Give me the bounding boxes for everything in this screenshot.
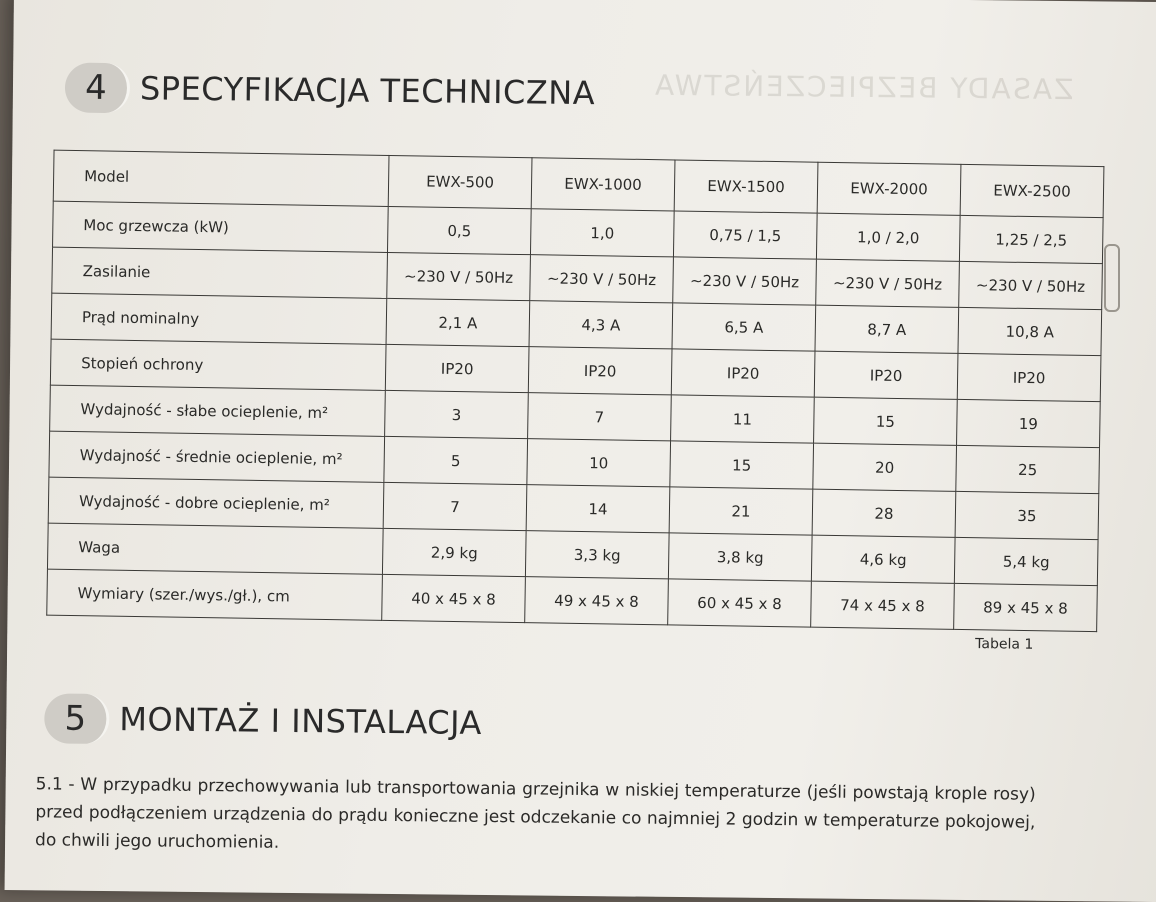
table-cell: ~230 V / 50Hz [816,259,960,307]
table-cell: 3,3 kg [525,531,669,579]
section-4-heading [65,63,596,119]
table-cell: 11 [671,395,815,443]
table-cell: 21 [669,487,813,535]
table-cell: 19 [957,399,1101,447]
row-label: Wydajność - średnie ocieplenie, m² [49,431,385,482]
table-cell: IP20 [814,351,958,399]
row-label: Wydajność - dobre ocieplenie, m² [48,477,384,528]
table-cell: 3,8 kg [668,533,812,581]
table-cell: 20 [813,443,957,491]
table-cell: 6,5 A [672,303,816,351]
table-cell: ~230 V / 50Hz [959,261,1103,309]
table-cell: 40 x 45 x 8 [382,574,526,622]
header-model-1: EWX-500 [388,155,532,208]
table-cell: 4,6 kg [811,535,955,583]
table-cell: 60 x 45 x 8 [668,579,812,627]
table-caption: Tabela 1 [975,636,1034,653]
table-cell: IP20 [957,353,1101,401]
table-cell: 10 [527,439,671,487]
section-5-title: MONTAŻ I INSTALACJA [119,700,483,742]
paragraph-5-1: 5.1 - W przypadku przechowywania lub transportowania grzejnika w niskiej temperaturze (jeśli powstają krople rosy) przed podłączeniem urządzenia do prądu konieczne jest odczekanie co najmniej 2 godzin w temperaturze pokojowej, do chwili jego uruchomienia. [34,774,1036,853]
table-cell: 1,25 / 2,5 [959,215,1103,263]
header-model-2: EWX-1000 [531,158,675,211]
table-cell: 14 [526,485,670,533]
table-cell: 0,5 [387,206,531,254]
manual-page [5,0,1156,902]
table-cell: 1,0 [530,209,674,257]
section-5-heading [44,693,482,748]
table-cell: 15 [814,397,958,445]
table-cell: IP20 [385,344,529,392]
bleed-through-text: ZASADY BEZPIECZEŃSTWA [652,68,1074,107]
table-cell: ~230 V / 50Hz [673,257,817,305]
table-cell: 7 [383,482,527,530]
section-5-number-badge: 5 [44,693,110,744]
row-label: Stopień ochrony [50,339,386,390]
table-cell: 49 x 45 x 8 [525,577,669,625]
header-model-5: EWX-2500 [960,164,1104,217]
table-cell: 4,3 A [529,301,673,349]
table-cell: 7 [528,393,672,441]
table-cell: 10,8 A [958,307,1102,355]
section-4-number-badge: 4 [65,63,131,114]
header-model-label: Model [53,150,389,206]
header-model-4: EWX-2000 [817,162,961,215]
row-label: Prąd nominalny [51,293,387,344]
table-cell: 2,9 kg [382,528,526,576]
header-model-3: EWX-1500 [674,160,818,213]
row-label: Wydajność - słabe ocieplenie, m² [50,385,386,436]
table-cell: 5,4 kg [954,537,1098,585]
row-label: Zasilanie [52,247,388,298]
table-cell: 0,75 / 1,5 [673,211,817,259]
table-cell: 25 [956,445,1100,493]
table-cell: 3 [385,390,529,438]
section-4-title: SPECYFIKACJA TECHNICZNA [139,69,596,113]
table-cell: 1,0 / 2,0 [816,213,960,261]
table-cell: 2,1 A [386,298,530,346]
paper-clip-icon [1104,244,1120,312]
table-cell: 74 x 45 x 8 [811,581,955,629]
table-cell: ~230 V / 50Hz [387,252,531,300]
row-label: Waga [47,523,383,574]
table-cell: ~230 V / 50Hz [530,255,674,303]
row-label: Moc grzewcza (kW) [53,201,389,252]
table-cell: 15 [670,441,814,489]
table-cell: IP20 [528,347,672,395]
table-cell: 89 x 45 x 8 [954,583,1098,631]
specification-table [46,150,1104,632]
table-cell: 35 [955,491,1099,539]
table-cell: 5 [384,436,528,484]
row-label: Wymiary (szer./wys./gł.), cm [47,569,383,620]
table-cell: 28 [812,489,956,537]
table-cell: IP20 [671,349,815,397]
table-cell: 8,7 A [815,305,959,353]
